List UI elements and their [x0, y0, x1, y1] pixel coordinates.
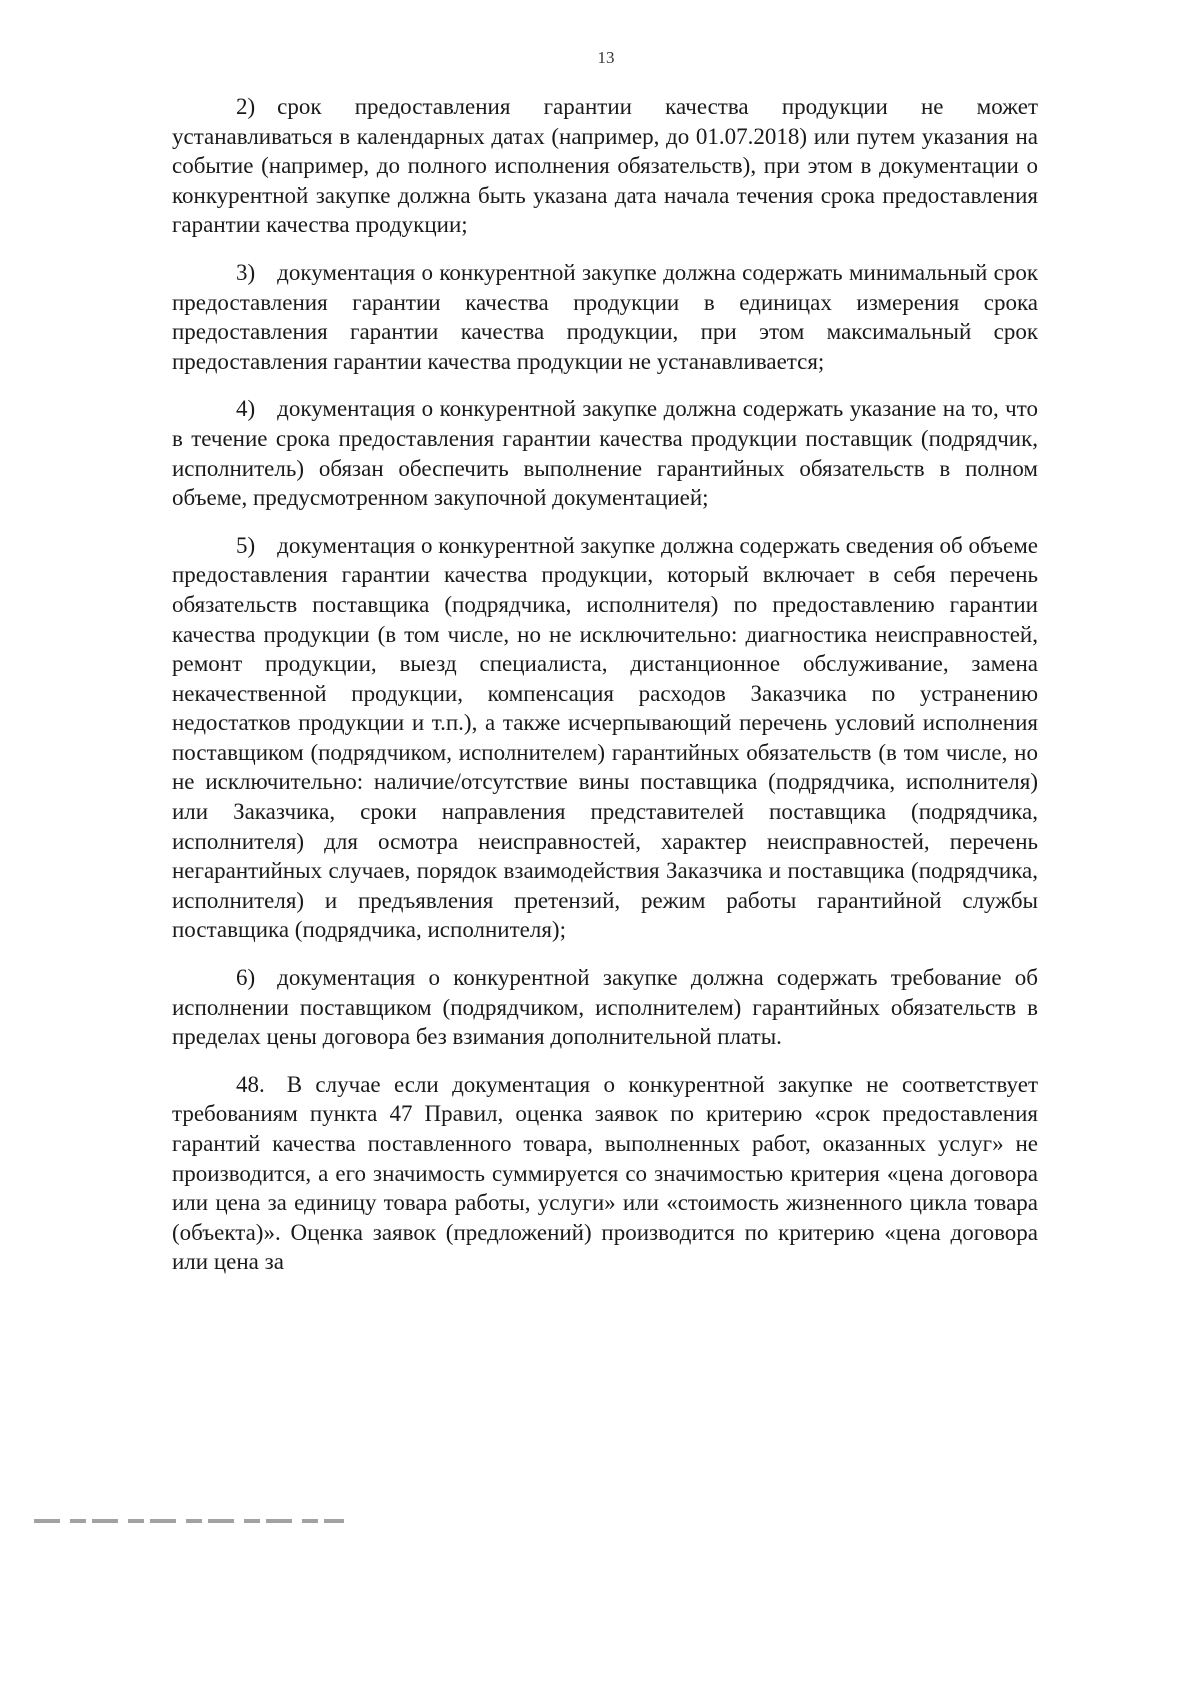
paragraph-text: срок предоставления гарантии качества продукции не может устанавливаться в календарных датах (например, до 01.07.2018) или путем указания на событие (например, до полного исполнения обязательств), при этом в документации о конкурентной закупке должна быть указана дата начала течения срока предоставления гарантии качества продукции; — [172, 94, 1038, 238]
paragraph-item-3 — [172, 258, 1038, 376]
section-2-6 — [172, 92, 1038, 1277]
item-number: 2) — [236, 94, 256, 119]
paragraph-text: документация о конкурентной закупке должна содержать сведения об объеме предоставления гарантии качества продукции, который включает в себя перечень обязательств поставщика (подрядчика, исполнителя) по предоставлению гарантии качества продукции (в том числе, но не исключительно: диагностика неисправностей, ремонт продукции, выезд специалиста, дистанционное обслуживание, замена некачественной продукции, компенсация расходов Заказчика по устранению недостатков продукции и т.п.), а также исчерпывающий перечень условий исполнения поставщиком (подрядчиком, исполнителем) гарантийных обязательств (в том числе, но не исключительно: наличие/отсутствие вины поставщика (подрядчика, исполнителя) или Заказчика, сроки направления представителей поставщика (подрядчика, исполнителя) для осмотра неисправностей, характер неисправностей, перечень негарантийных случаев, порядок взаимодействия Заказчика и поставщика (подрядчика, исполнителя) и предъявления претензий, режим работы гарантийной службы поставщика (подрядчика, исполнителя); — [172, 532, 1038, 943]
item-number: 4) — [236, 396, 256, 422]
item-number: 48. — [236, 1071, 265, 1097]
page-number: 13 — [597, 48, 615, 67]
paragraph-item-5 — [172, 531, 1038, 945]
item-number: 6) — [236, 965, 256, 991]
paragraph-item-2 — [172, 92, 1038, 240]
item-number: 5) — [236, 532, 256, 558]
scan-artifact — [34, 1519, 344, 1523]
paragraph-item-4 — [172, 394, 1038, 512]
paragraph-text: документация о конкурентной закупке должна содержать требование об исполнении поставщиком (подрядчиком, исполнителем) гарантийных обязательств в пределах цены договора без взимания дополнительной платы. — [172, 965, 1038, 1050]
paragraph-text: документация о конкурентной закупке должна содержать указание на то, что в течение срока предоставления гарантии качества продукции поставщик (подрядчик, исполнитель) обязан обеспечить выполнение гарантийных обязательств в полном объеме, предусмотренном закупочной документацией; — [172, 396, 1038, 511]
paragraph-text: документация о конкурентной закупке должна содержать минимальный срок предоставления гарантии качества продукции в единицах измерения срока предоставления гарантии качества продукции, при этом максимальный срок предоставления гарантии качества продукции не устанавливается; — [172, 259, 1038, 374]
paragraph-text: В случае если документация о конкурентной закупке не соответствует требованиям пункта 47 Правил, оценка заявок по критерию «срок предоставления гарантий качества поставленного товара, выполненных работ, оказанных услуг» не производится, а его значимость суммируется со значимостью критерия «цена договора или цена за единицу товара работы, услуги» или «стоимость жизненного цикла товара (объекта)». Оценка заявок (предложений) производится по критерию «цена договора или цена за — [172, 1071, 1038, 1275]
paragraph-48 — [172, 1070, 1038, 1277]
item-number: 3) — [236, 259, 256, 285]
paragraph-item-6 — [172, 963, 1038, 1052]
